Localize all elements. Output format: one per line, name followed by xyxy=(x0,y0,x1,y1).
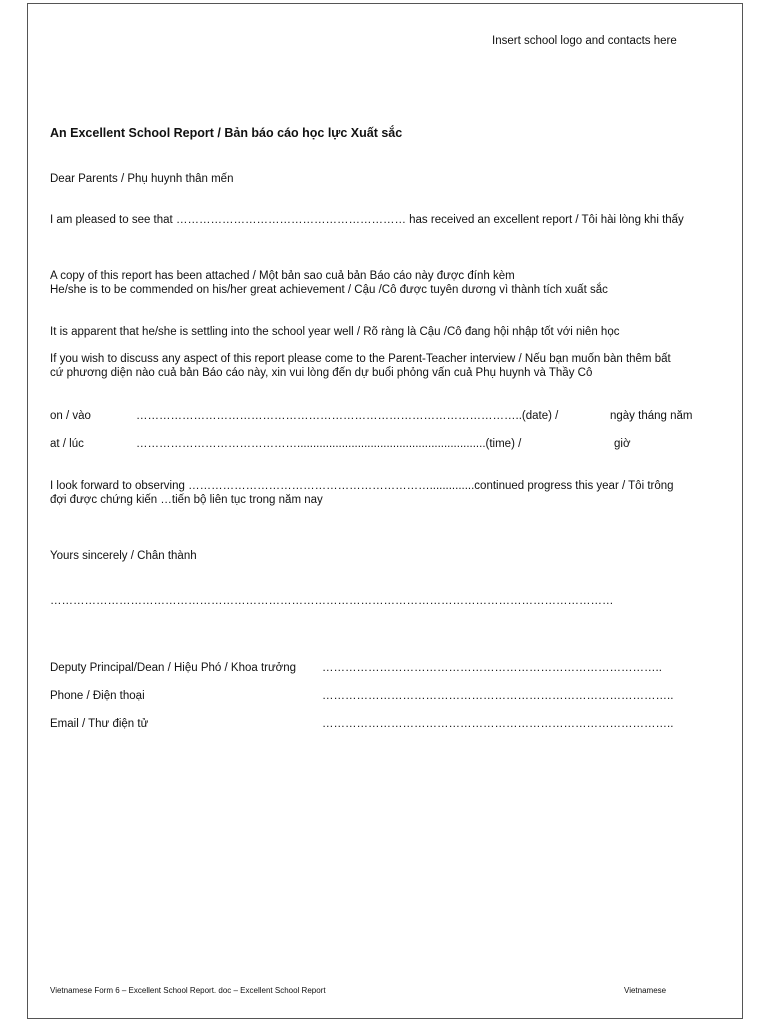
forward-line-2: đợi được chứng kiến …tiến bộ liên tục trong năm nay xyxy=(50,494,323,506)
logo-placeholder-text: Insert school logo and contacts here xyxy=(492,35,677,47)
field-label-email: Email / Thư điện tử xyxy=(50,718,149,730)
commended-line: He/she is to be commended on his/her great achievement / Cậu /Cô được tuyên dương vì thành tích xuất sắc xyxy=(50,284,608,296)
time-label: at / lúc xyxy=(50,438,84,450)
time-dots[interactable]: ……………………………………...........................................................(time) / xyxy=(136,438,522,450)
date-label: on / vào xyxy=(50,410,91,422)
document-page xyxy=(27,3,743,1019)
greeting: Dear Parents / Phụ huynh thân mến xyxy=(50,173,234,185)
footer-right: Vietnamese xyxy=(624,986,667,995)
copy-attached-line: A copy of this report has been attached / Một bản sao cuả bản Báo cáo này được đính kèm xyxy=(50,270,515,282)
field-label-deputy: Deputy Principal/Dean / Hiệu Phó / Khoa trưởng xyxy=(50,662,297,674)
discuss-line-1: If you wish to discuss any aspect of this report please come to the Parent-Teacher interview / Nếu bạn muốn bàn thêm bất xyxy=(50,353,671,365)
field-label-phone: Phone / Điện thoại xyxy=(50,690,145,702)
signature-line[interactable]: ………………………………………………………………………………………………………………………………… xyxy=(50,595,614,607)
page-title: An Excellent School Report / Bản báo cáo học lực Xuất sắc xyxy=(50,126,403,140)
pleased-line: I am pleased to see that …………………………………………………… has received an excellent report / Tôi hài lòng khi thấy xyxy=(50,214,684,226)
field-dots-deputy[interactable]: …………………………………………………………………………….. xyxy=(322,662,662,674)
settling-line: It is apparent that he/she is settling into the school year well / Rõ ràng là Cậu /Cô đang hội nhập tốt với niên học xyxy=(50,326,620,338)
discuss-line-2: cứ phương diện nào cuả bản Báo cáo này, xin vui lòng đến dự buổi phỏng vấn cuả Phụ huynh và Thầy Cô xyxy=(50,367,593,379)
field-dots-phone[interactable]: ……………………………………………………………………………….. xyxy=(322,690,674,702)
time-suffix: giờ xyxy=(614,438,631,450)
field-dots-email[interactable]: ……………………………………………………………………………….. xyxy=(322,718,674,730)
date-suffix: ngày tháng năm xyxy=(610,410,693,422)
footer-left: Vietnamese Form 6 – Excellent School Report. doc – Excellent School Report xyxy=(50,986,326,995)
date-dots[interactable]: ………………………………………………………………………………………..(date) / xyxy=(136,410,559,422)
forward-line-1: I look forward to observing ………………………………………………………..............continued progress this year / Tôi trông xyxy=(50,480,674,492)
closing: Yours sincerely / Chân thành xyxy=(50,550,197,562)
